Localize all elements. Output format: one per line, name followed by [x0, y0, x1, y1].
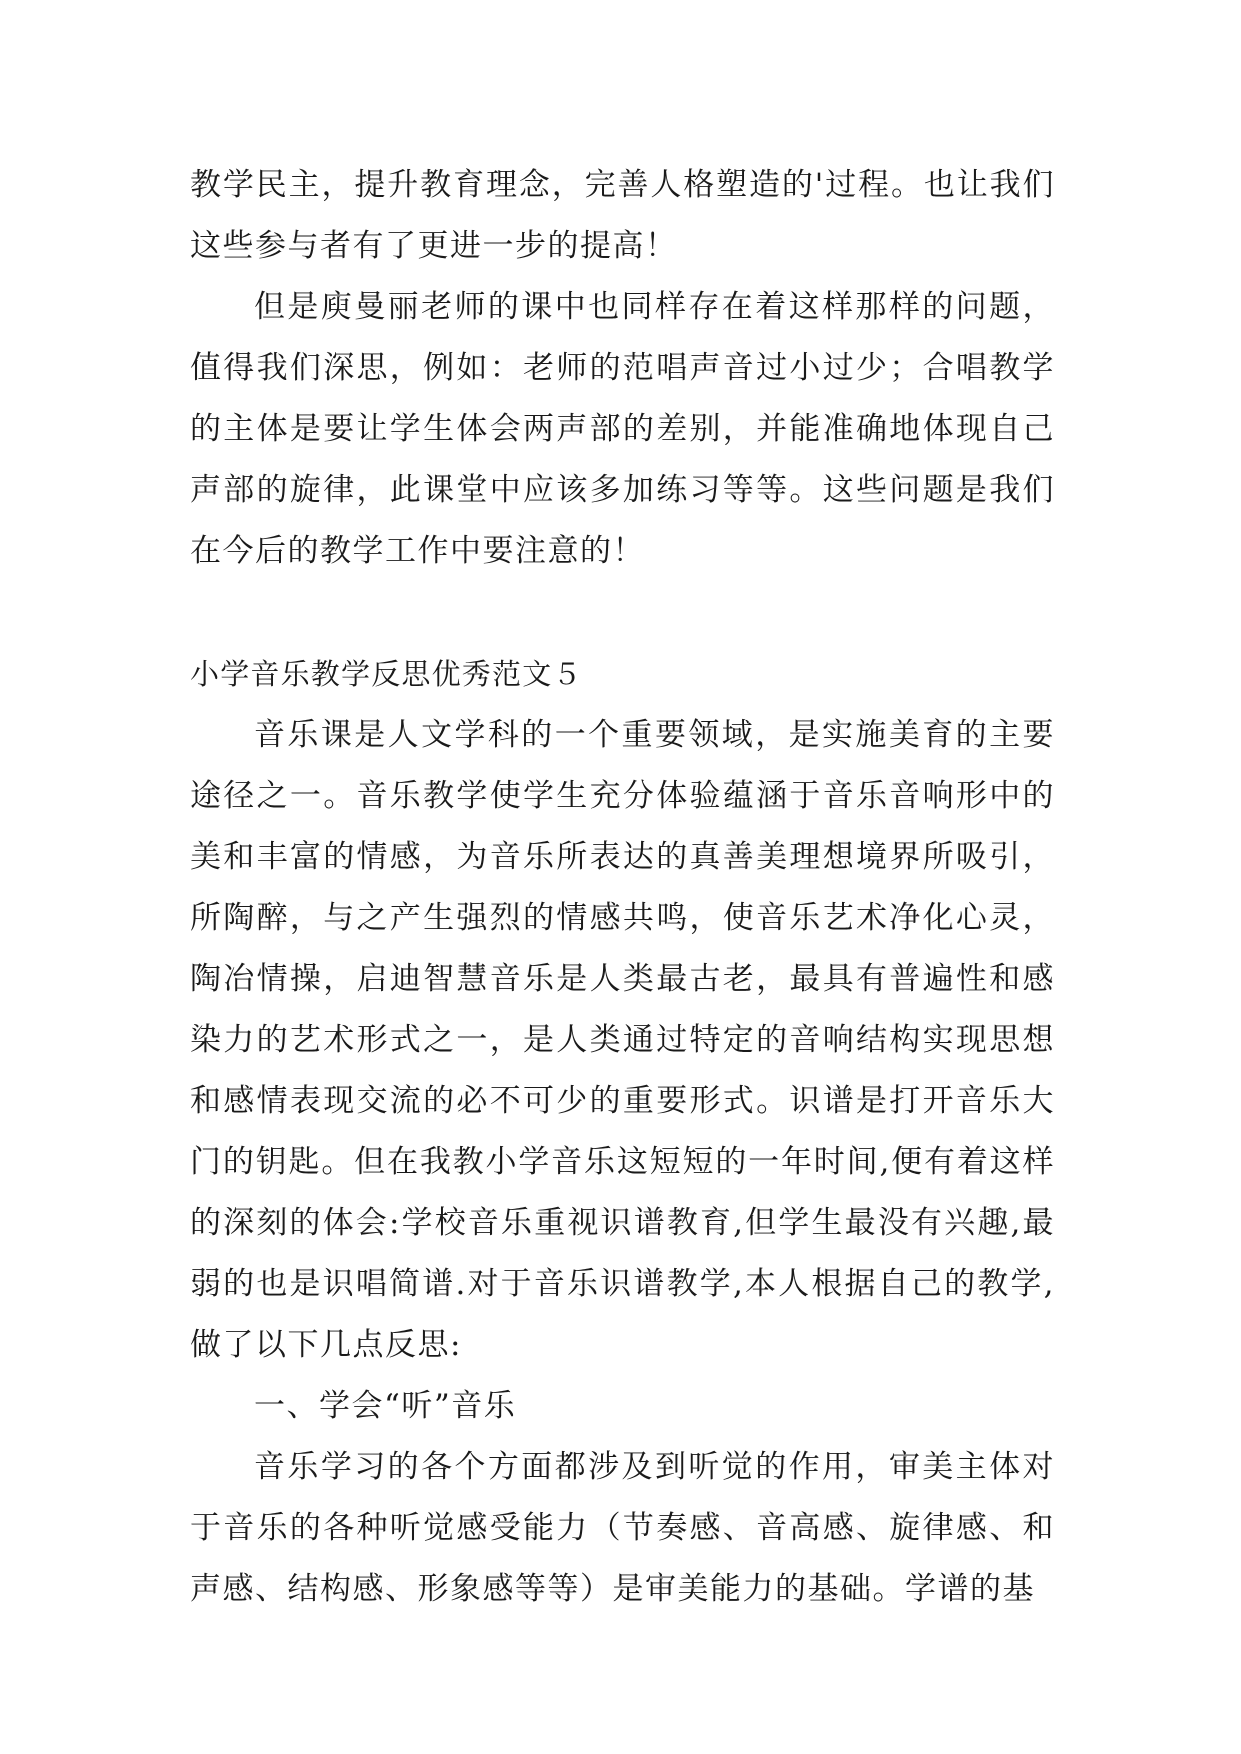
document-body	[190, 155, 1055, 1620]
section-heading: 小学音乐教学反思优秀范文５	[190, 657, 583, 691]
paragraph-reflection-issues: 但是庾曼丽老师的课中也同样存在着这样那样的问题，值得我们深思，例如：老师的范唱声音过小过少；合唱教学的主体是要让学生体会两声部的差别，并能准确地体现自己声部的旋律，此课堂中应该多加练习等等。这些问题是我们在今后的教学工作中要注意的！	[190, 289, 1055, 569]
paragraph-music-intro: 音乐课是人文学科的一个重要领域，是实施美育的主要途径之一。音乐教学使学生充分体验蕴涵于音乐音响形中的美和丰富的情感，为音乐所表达的真善美理想境界所吸引，所陶醉，与之产生强烈的情感共鸣，使音乐艺术净化心灵，陶冶情操，启迪智慧音乐是人类最古老，最具有普遍性和感染力的艺术形式之一，是人类通过特定的音响结构实现思想和感情表现交流的必不可少的重要形式。识谱是打开音乐大门的钥匙。但在我教小学音乐这短短的一年时间,便有着这样的深刻的体会:学校音乐重视识谱教育,但学生最没有兴趣,最弱的也是识唱简谱.对于音乐识谱教学,本人根据自己的教学,做了以下几点反思:	[190, 717, 1055, 1363]
subheading-learn-to-listen: 一、学会“听”音乐	[254, 1388, 517, 1424]
paragraph-listening: 音乐学习的各个方面都涉及到听觉的作用，审美主体对于音乐的各种听觉感受能力（节奏感、音高感、旋律感、和声感、结构感、形象感等等）是审美能力的基础。学谱的基	[190, 1449, 1055, 1607]
paragraph-continuation: 教学民主，提升教育理念，完善人格塑造的'过程。也让我们这些参与者有了更进一步的提高！	[190, 167, 1055, 264]
